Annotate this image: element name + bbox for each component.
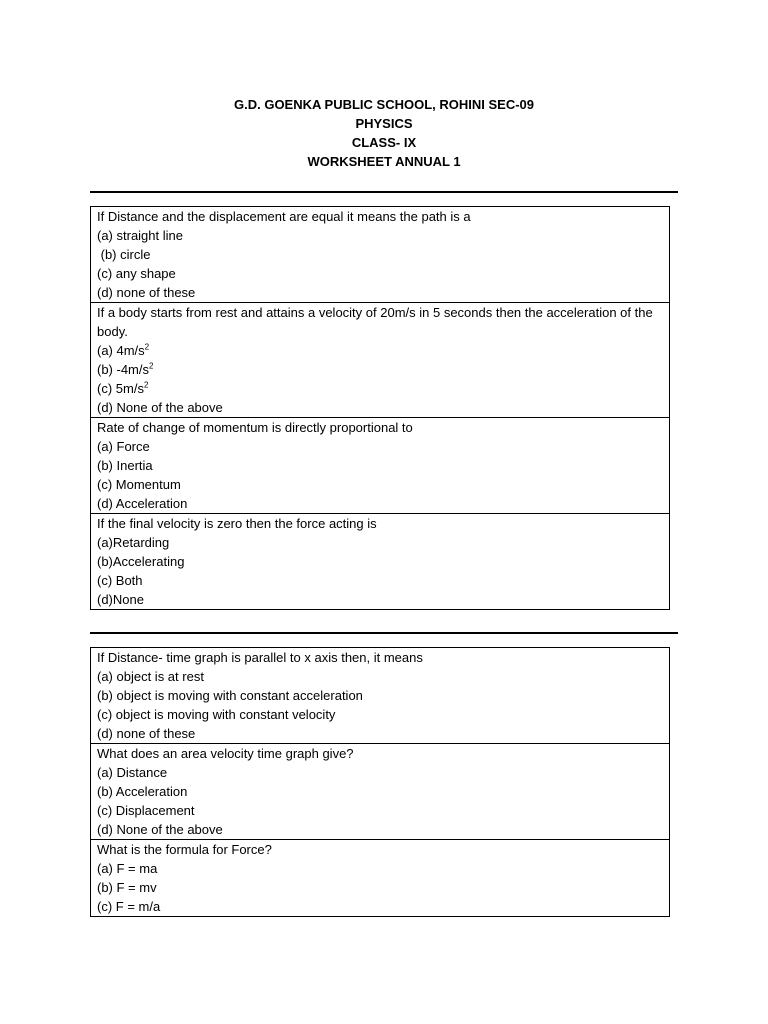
question-text: If Distance- time graph is parallel to x axis then, it means	[97, 650, 423, 665]
option-c: (c) Displacement	[97, 803, 195, 818]
option-d: (d) none of these	[97, 726, 196, 741]
option-a: (a) object is at rest	[97, 669, 204, 684]
option-c: (c) F = m/a	[97, 899, 161, 914]
question-row	[91, 514, 670, 610]
option-b: (b) F = mv	[97, 880, 157, 895]
question-cell	[91, 514, 670, 610]
question-text: Rate of change of momentum is directly proportional to	[97, 420, 413, 435]
question-row	[91, 418, 670, 514]
option-d: (d)None	[97, 592, 144, 607]
worksheet-header	[0, 95, 768, 171]
option-d: (d) None of the above	[97, 400, 223, 415]
question-table-1	[90, 206, 670, 610]
question-text: If Distance and the displacement are equal it means the path is a	[97, 209, 471, 224]
option-a: (a) Force	[97, 439, 150, 454]
option-b: (b) $-4m/s^2$	[97, 361, 154, 377]
question-row	[91, 744, 670, 840]
question-cell	[91, 744, 670, 840]
question-text: If the final velocity is zero then the force acting is	[97, 516, 377, 531]
option-b: (b) Acceleration	[97, 784, 188, 799]
worksheet-title: WORKSHEET ANNUAL 1	[307, 154, 461, 169]
question-text: What does an area velocity time graph give?	[97, 746, 354, 761]
option-a: (a) Distance	[97, 765, 168, 780]
option-c: (c) Momentum	[97, 477, 181, 492]
question-row	[91, 207, 670, 303]
section-divider-2	[90, 632, 678, 634]
option-c: (c) Both	[97, 573, 143, 588]
section-divider-1	[90, 191, 678, 193]
option-c: (c) $5m/s^2$	[97, 380, 149, 396]
option-a: (a)Retarding	[97, 535, 170, 550]
school-name: G.D. GOENKA PUBLIC SCHOOL, ROHINI SEC-09	[234, 97, 534, 112]
class-label: CLASS- IX	[351, 135, 417, 150]
option-b: (b)Accelerating	[97, 554, 185, 569]
option-a: (a) $4m/s^2$	[97, 342, 150, 358]
question-row	[91, 840, 670, 917]
question-text: What is the formula for Force?	[97, 842, 272, 857]
question-cell	[91, 648, 670, 744]
option-d: (d) None of the above	[97, 822, 223, 837]
question-cell	[91, 303, 670, 418]
option-b: (b) circle	[97, 247, 151, 262]
question-cell	[91, 418, 670, 514]
question-row	[91, 648, 670, 744]
question-table-2	[90, 647, 670, 917]
option-b: (b) object is moving with constant acceleration	[97, 688, 363, 703]
question-cell	[91, 207, 670, 303]
subject-title: PHYSICS	[355, 116, 413, 131]
option-d: (d) Acceleration	[97, 496, 188, 511]
option-a: (a) F = ma	[97, 861, 158, 876]
question-text: If a body starts from rest and attains a velocity of 20m/s in 5 seconds then the acceleration of the body.	[97, 305, 657, 339]
option-c: (c) object is moving with constant velocity	[97, 707, 336, 722]
question-row	[91, 303, 670, 418]
option-a: (a) straight line	[97, 228, 183, 243]
option-d: (d) none of these	[97, 285, 196, 300]
option-b: (b) Inertia	[97, 458, 153, 473]
question-cell	[91, 840, 670, 917]
option-c: (c) any shape	[97, 266, 176, 281]
